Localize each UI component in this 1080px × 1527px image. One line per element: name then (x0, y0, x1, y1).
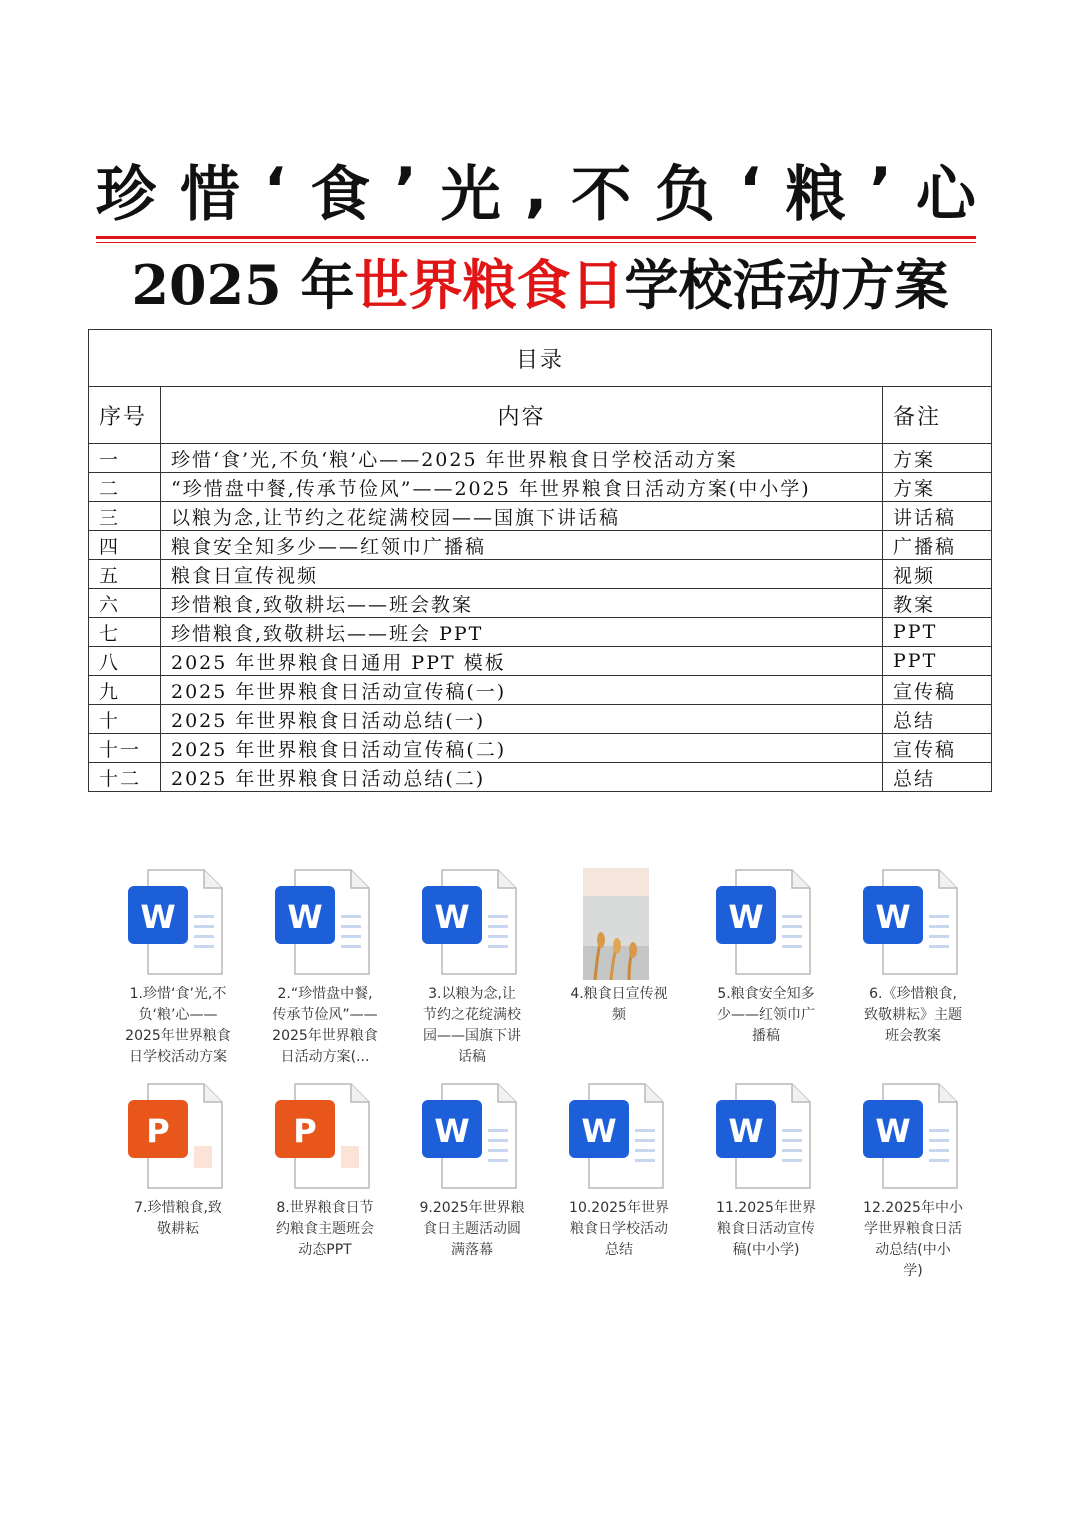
title-char: 粮 (785, 160, 846, 230)
file-label-line: 12.2025年中小 (863, 1200, 963, 1216)
title-char: 心 (915, 160, 976, 230)
toc-row (89, 502, 992, 531)
file-label-line: 班会教案 (885, 1028, 941, 1044)
file-label (696, 984, 836, 1047)
toc-column-header-row (89, 387, 992, 444)
toc-row-content: 粮食安全知多少——红领巾广播稿 (161, 531, 883, 560)
file-label-line: 负‘粮’心—— (138, 1007, 218, 1023)
toc-row-content: 2025 年世界粮食日活动宣传稿(二) (161, 734, 883, 763)
file-label-line: 2.“珍惜盘中餐, (277, 986, 373, 1002)
file-label (108, 984, 248, 1068)
toc-row-number: 三 (89, 502, 161, 531)
toc-row-number: 八 (89, 647, 161, 676)
svg-text:P: P (293, 1112, 317, 1150)
title-divider-thin (96, 242, 976, 243)
column-header-note: 备注 (883, 387, 992, 444)
toc-row-number: 五 (89, 560, 161, 589)
toc-row-number: 六 (89, 589, 161, 618)
toc-row (89, 444, 992, 473)
file-label (843, 984, 983, 1047)
file-label-line: 总结 (605, 1242, 633, 1258)
file-label-line: 10.2025年世界 (569, 1200, 669, 1216)
toc-row-note: PPT (883, 647, 992, 676)
powerpoint-document-icon (126, 1074, 226, 1194)
file-label-line: 传承节俭风”—— (272, 1007, 378, 1023)
title-char: , (524, 155, 548, 225)
file-label-line: 8.世界粮食日节 (276, 1200, 374, 1216)
toc-row-content: 粮食日宣传视频 (161, 560, 883, 589)
word-document-icon (714, 1074, 814, 1194)
svg-text:W: W (728, 898, 764, 936)
title-char: 光 (440, 160, 501, 230)
file-label-line: 6.《珍惜粮食, (869, 986, 957, 1002)
toc-row (89, 560, 992, 589)
svg-text:W: W (140, 898, 176, 936)
toc-row (89, 473, 992, 502)
toc-row-content: 以粮为念,让节约之花绽满校园——国旗下讲话稿 (161, 502, 883, 531)
file-label-line: 致敬耕耘》主题 (864, 1007, 962, 1023)
file-label (402, 984, 542, 1068)
file-label-line: 4.粮食日宣传视 (570, 986, 668, 1002)
toc-row (89, 705, 992, 734)
toc-table (88, 329, 992, 792)
file-label-line: 播稿 (752, 1028, 780, 1044)
toc-row-note: 宣传稿 (883, 676, 992, 705)
toc-row-note: 教案 (883, 589, 992, 618)
title-char: ’ (869, 155, 893, 225)
toc-row (89, 734, 992, 763)
word-document-icon (420, 1074, 520, 1194)
word-document-icon (861, 860, 961, 980)
toc-row-number: 十二 (89, 763, 161, 792)
title-char: 不 (571, 160, 632, 230)
toc-heading: 目录 (89, 330, 992, 387)
file-label-line: 11.2025年世界 (716, 1200, 816, 1216)
subtitle-prefix: 2025 年 (131, 253, 355, 317)
title-char: 珍 (96, 160, 156, 230)
word-document-icon (714, 860, 814, 980)
file-label-line: 稿(中小学) (732, 1242, 800, 1258)
video-thumbnail-icon (567, 860, 667, 980)
toc-row-note: PPT (883, 618, 992, 647)
column-header-content: 内容 (161, 387, 883, 444)
toc-row-number: 九 (89, 676, 161, 705)
toc-row-number: 四 (89, 531, 161, 560)
toc-row (89, 676, 992, 705)
toc-row (89, 763, 992, 792)
file-label-line: 9.2025年世界粮 (419, 1200, 525, 1216)
toc-row (89, 589, 992, 618)
title-char: ‘ (263, 155, 287, 225)
svg-text:W: W (287, 898, 323, 936)
svg-text:W: W (581, 1112, 617, 1150)
subtitle-suffix: 学校活动方案 (624, 253, 949, 317)
subtitle (0, 250, 1080, 320)
file-label-line: 日活动方案(... (280, 1049, 370, 1065)
file-label-line: 5.粮食安全知多 (717, 986, 815, 1002)
file-label-line: 1.珍惜‘食’光,不 (129, 986, 227, 1002)
file-label-line: 园——国旗下讲 (423, 1028, 521, 1044)
toc-row-number: 十 (89, 705, 161, 734)
toc-row-content: 2025 年世界粮食日活动总结(一) (161, 705, 883, 734)
subtitle-highlight: 世界粮食日 (354, 253, 625, 317)
toc-row-number: 二 (89, 473, 161, 502)
toc-row-content: 2025 年世界粮食日活动宣传稿(一) (161, 676, 883, 705)
word-document-icon (126, 860, 226, 980)
toc-row-content: 2025 年世界粮食日活动总结(二) (161, 763, 883, 792)
word-document-icon (420, 860, 520, 980)
file-label (843, 1198, 983, 1282)
svg-text:W: W (875, 898, 911, 936)
svg-text:P: P (146, 1112, 170, 1150)
powerpoint-document-icon (273, 1074, 373, 1194)
main-title (96, 150, 976, 230)
file-label-line: 粮食日活动宣传 (717, 1221, 815, 1237)
file-label-line: 动总结(中小 (875, 1242, 951, 1258)
toc-row (89, 618, 992, 647)
word-document-icon (273, 860, 373, 980)
file-label (255, 984, 395, 1068)
file-label-line: 日学校活动方案 (129, 1049, 227, 1065)
file-label (108, 1198, 248, 1240)
file-label (549, 984, 689, 1026)
toc-row-content: “珍惜盘中餐,传承节俭风”——2025 年世界粮食日活动方案(中小学) (161, 473, 883, 502)
toc-row-note: 方案 (883, 444, 992, 473)
file-label-line: 学) (903, 1263, 923, 1279)
toc-row-content: 珍惜粮食,致敬耕坛——班会教案 (161, 589, 883, 618)
file-label-line: 节约之花绽满校 (423, 1007, 521, 1023)
file-label-line: 约粮食主题班会 (276, 1221, 374, 1237)
toc-row-content: 珍惜‘食’光,不负‘粮’心——2025 年世界粮食日学校活动方案 (161, 444, 883, 473)
toc-row-note: 总结 (883, 763, 992, 792)
svg-text:W: W (434, 1112, 470, 1150)
toc-row-note: 总结 (883, 705, 992, 734)
toc-row-note: 方案 (883, 473, 992, 502)
toc-row-number: 七 (89, 618, 161, 647)
file-label-line: 动态PPT (298, 1242, 352, 1258)
file-label-line: 2025年世界粮食 (272, 1028, 378, 1044)
toc-row-note: 讲话稿 (883, 502, 992, 531)
svg-text:W: W (875, 1112, 911, 1150)
toc-row-content: 珍惜粮食,致敬耕坛——班会 PPT (161, 618, 883, 647)
svg-text:W: W (434, 898, 470, 936)
file-label-line: 粮食日学校活动 (570, 1221, 668, 1237)
title-char: 负 (655, 160, 716, 230)
toc-row-note: 视频 (883, 560, 992, 589)
file-label-line: 满落幕 (451, 1242, 493, 1258)
file-label-line: 话稿 (458, 1049, 486, 1065)
file-label-line: 学世界粮食日活 (864, 1221, 962, 1237)
title-char: 食 (310, 160, 371, 230)
file-label (255, 1198, 395, 1261)
file-label (696, 1198, 836, 1261)
toc-row-number: 一 (89, 444, 161, 473)
toc-row (89, 531, 992, 560)
file-label-line: 2025年世界粮食 (125, 1028, 231, 1044)
word-document-icon (567, 1074, 667, 1194)
word-document-icon (861, 1074, 961, 1194)
toc-row (89, 647, 992, 676)
toc-heading-row (89, 330, 992, 387)
file-label-line: 3.以粮为念,让 (428, 986, 516, 1002)
toc-row-content: 2025 年世界粮食日通用 PPT 模板 (161, 647, 883, 676)
title-char: ‘ (738, 155, 762, 225)
file-label (549, 1198, 689, 1261)
toc-row-number: 十一 (89, 734, 161, 763)
file-label-line: 7.珍惜粮食,致 (134, 1200, 222, 1216)
title-char: 惜 (179, 160, 240, 230)
title-char: ’ (394, 155, 417, 225)
file-label (402, 1198, 542, 1261)
toc-row-note: 广播稿 (883, 531, 992, 560)
file-label-line: 敬耕耘 (157, 1221, 199, 1237)
svg-text:W: W (728, 1112, 764, 1150)
file-label-line: 频 (612, 1007, 626, 1023)
file-label-line: 少——红领巾广 (717, 1007, 815, 1023)
title-divider (96, 236, 976, 239)
file-label-line: 食日主题活动圆 (423, 1221, 521, 1237)
column-header-number: 序号 (89, 387, 161, 444)
toc-row-note: 宣传稿 (883, 734, 992, 763)
